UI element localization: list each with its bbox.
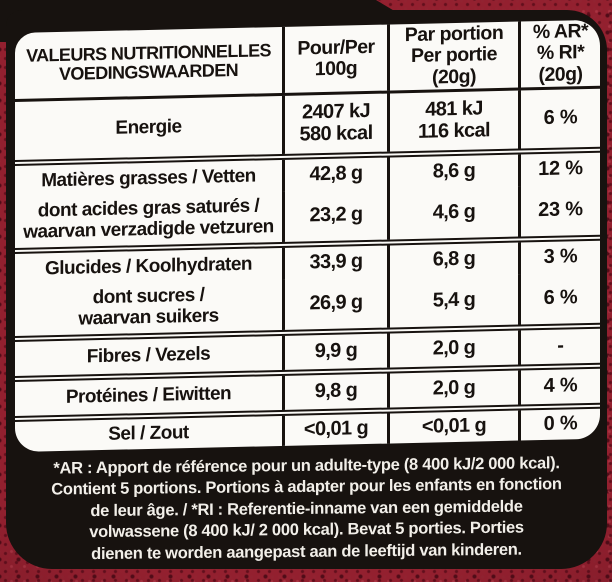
value-per-portion	[387, 371, 518, 408]
value-per-portion-line: 5,4 g	[432, 288, 476, 312]
value-per-portion	[387, 275, 518, 328]
footnote-line: volwassene (8 400 kJ/ 2 000 kcal). Bevat 5 porties. Porties	[89, 518, 524, 542]
value-per-portion-line: 2,0 g	[432, 336, 476, 360]
value-per-100g-line: 42,8 g	[309, 162, 363, 186]
value-percent-ri-line: 6 %	[543, 106, 578, 130]
footnote-line: de leur âge. / *RI : Referentie-inname van een gemiddelde	[90, 497, 523, 520]
table-section	[15, 147, 600, 248]
header-line: Par portion	[404, 22, 504, 47]
row-label-line: Protéines / Eiwitten	[65, 382, 232, 408]
header-line: % RI*	[536, 41, 585, 65]
header-line: 100g	[314, 57, 358, 81]
value-per-portion-line: 481 kJ	[425, 97, 483, 122]
value-per-100g	[282, 414, 387, 446]
value-per-100g	[282, 374, 387, 410]
value-per-portion-line: 4,6 g	[432, 200, 476, 224]
value-per-100g-line: 33,9 g	[309, 250, 363, 274]
value-percent-ri-line: 6 %	[543, 286, 578, 310]
row-label	[15, 416, 282, 452]
value-per-100g-line: 23,2 g	[309, 203, 363, 227]
value-per-100g-line: 9,8 g	[314, 379, 358, 403]
value-percent-ri-line: 23 %	[538, 198, 583, 222]
header-line: Per portie	[410, 43, 498, 68]
row-label-line: Fibres / Vezels	[86, 343, 211, 368]
value-percent-ri	[518, 89, 600, 149]
header-percent-ri	[518, 20, 600, 88]
row-label-line: Sel / Zout	[108, 421, 189, 445]
value-per-portion	[387, 91, 518, 152]
value-per-100g-line: <0,01 g	[303, 417, 369, 441]
table-header-row	[15, 20, 600, 102]
row-label-line: waarvan verzadigde vetzuren	[23, 216, 274, 243]
row-label-line: Energie	[115, 115, 182, 139]
value-per-100g	[282, 334, 387, 370]
value-per-portion	[387, 243, 518, 278]
header-line: VALEURS NUTRITIONNELLES	[26, 39, 271, 66]
value-per-100g	[282, 94, 387, 154]
value-percent-ri-line: 0 %	[543, 412, 578, 436]
value-percent-ri	[518, 329, 600, 365]
value-per-100g-line: 2407 kJ	[301, 100, 371, 124]
header-line: Pour/Per	[297, 35, 375, 60]
row-label	[15, 192, 282, 248]
value-percent-ri-line: 3 %	[543, 245, 578, 269]
value-percent-ri	[518, 273, 600, 325]
row-label-line: Glucides / Koolhydraten	[44, 253, 253, 280]
header-nutrition-values	[15, 27, 282, 99]
value-per-100g	[282, 190, 387, 242]
value-per-portion	[387, 155, 518, 190]
value-per-portion-line: 8,6 g	[432, 159, 476, 183]
row-label-line: dont acides gras saturés /	[37, 195, 260, 222]
reference-intake-footnote	[6, 453, 607, 566]
value-per-portion-line: <0,01 g	[421, 414, 487, 438]
row-label-line: dont sucres /	[92, 285, 205, 309]
header-line: % AR*	[532, 20, 589, 44]
value-per-100g-line: 580 kcal	[299, 121, 373, 146]
header-per-100g	[282, 25, 387, 93]
value-percent-ri	[518, 241, 600, 275]
table-section	[15, 235, 600, 336]
header-per-portion	[387, 22, 518, 91]
footnote-line: *AR : Apport de référence pour un adulte-type (8 400 kJ/2 000 kcal).	[53, 454, 560, 478]
footnote-line: Contient 5 portions. Portions à adapter pour les enfants en fonction	[51, 475, 562, 499]
value-per-portion	[387, 411, 518, 444]
header-line: (20g)	[538, 62, 583, 86]
value-per-portion-line: 6,8 g	[432, 247, 476, 271]
value-per-portion	[387, 187, 518, 240]
value-per-100g	[282, 278, 387, 330]
footnote-line: dienen te worden aangepast aan de leeftijd van kinderen.	[91, 540, 522, 563]
value-per-portion-line: 2,0 g	[432, 376, 476, 400]
header-line: VOEDINGSWAARDEN	[58, 59, 239, 85]
header-line: (20g)	[431, 65, 477, 89]
row-label	[15, 280, 282, 336]
value-per-100g	[282, 246, 387, 280]
value-per-100g	[282, 158, 387, 192]
value-per-portion-line: 116 kcal	[418, 119, 490, 143]
row-label	[15, 96, 282, 160]
nutrition-table-card	[15, 20, 600, 452]
value-percent-ri	[518, 409, 600, 441]
row-label-line: waarvan suikers	[78, 305, 219, 330]
table-body	[15, 89, 600, 452]
value-per-100g-line: 26,9 g	[309, 291, 363, 315]
value-percent-ri-line: 12 %	[538, 157, 583, 181]
value-percent-ri	[518, 369, 600, 405]
row-label-line: Matières grasses / Vetten	[41, 165, 256, 192]
value-percent-ri	[518, 153, 600, 187]
value-per-portion	[387, 331, 518, 368]
value-percent-ri-line: 4 %	[543, 374, 578, 398]
value-per-100g-line: 9,9 g	[314, 339, 358, 363]
value-percent-ri	[518, 185, 600, 237]
value-percent-ri-line: -	[557, 334, 564, 357]
